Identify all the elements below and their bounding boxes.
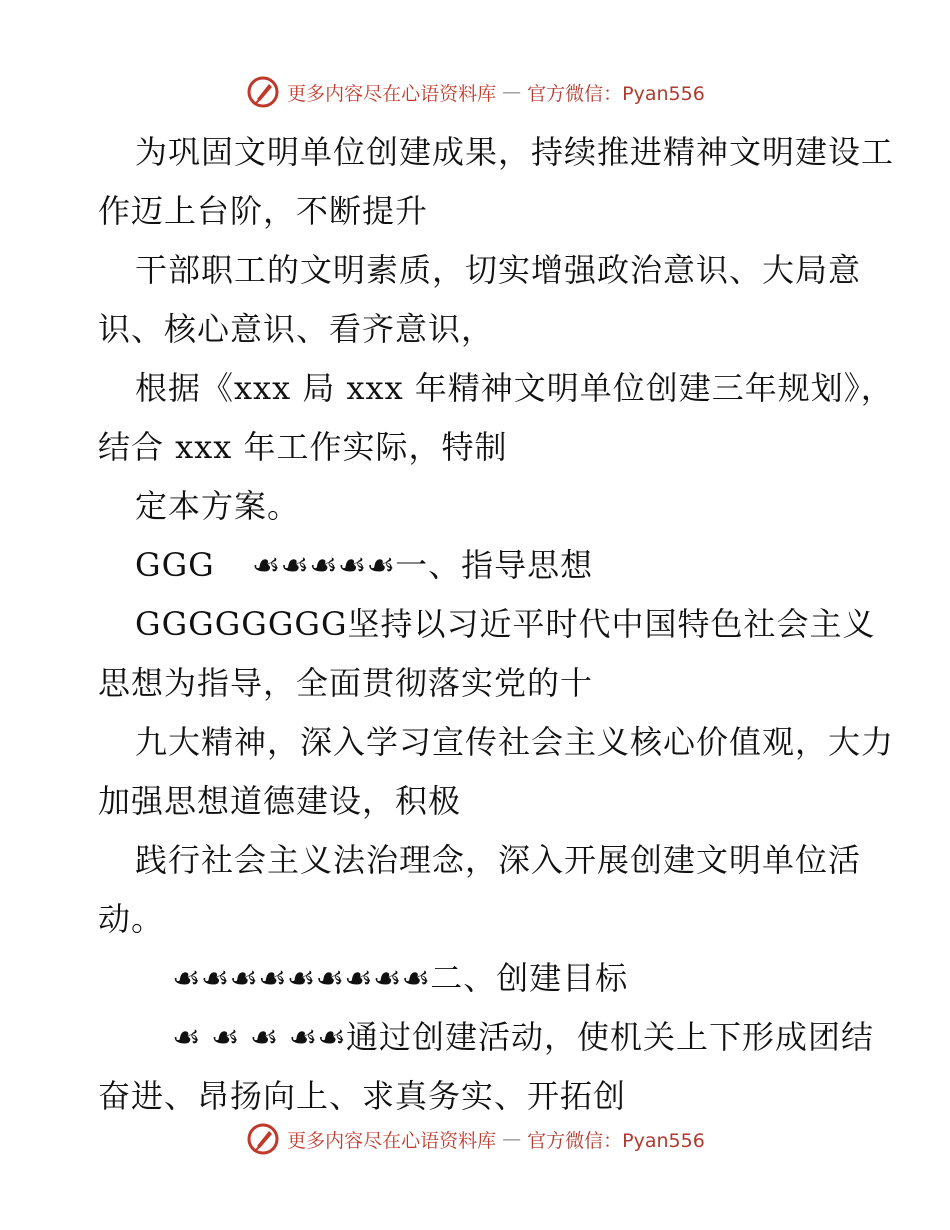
footer-watermark: [0, 1117, 950, 1161]
paragraph-2: 干部职工的文明素质，切实增强政治意识、大局意识、核心意识、看齐意识，: [98, 251, 862, 348]
ornament-leaf-icon: ☙☙☙☙☙☙☙☙☙: [172, 959, 431, 997]
paragraph-6: 九大精神，深入学习宣传社会主义核心价值观，大力加强思想道德建设，积极: [98, 723, 895, 820]
paragraph-1: 为巩固文明单位创建成果，持续推进精神文明建设工作迈上台阶，不断提升: [98, 133, 895, 230]
paragraph-3: 根据《xxx 局 xxx 年精神文明单位创建三年规划》，结合 xxx 年工作实际，特制: [98, 369, 894, 466]
watermark-contact: 官方微信：Pyan556: [527, 82, 705, 105]
header-watermark: [0, 70, 950, 114]
paragraph-8: ☙ ☙ ☙ ☙☙通过创建活动，使机关上下形成团结奋进、昂扬向上、求真务实、开拓创: [98, 1008, 898, 1126]
watermark-text: 更多内容尽在心语资料库: [287, 82, 497, 105]
section-heading-2: ☙☙☙☙☙☙☙☙☙二、创建目标: [98, 949, 898, 1008]
paragraph-7: 践行社会主义法治理念，深入开展创建文明单位活动。: [98, 841, 862, 938]
watermark-separator: —: [502, 1128, 522, 1150]
pen-circle-icon: [245, 74, 281, 110]
ornament-leaf-icon: ☙ ☙ ☙ ☙☙: [172, 1018, 346, 1056]
watermark-separator: —: [502, 81, 522, 103]
paragraph-5: GGGGGGGG坚持以习近平时代中国特色社会主义思想为指导，全面贯彻落实党的十: [98, 605, 876, 702]
ornament-leaf-icon: ☙☙☙☙☙: [251, 546, 396, 584]
paragraph-4: 定本方案。: [135, 487, 301, 525]
document-body: [98, 123, 898, 1126]
section-heading-1: GGG ☙☙☙☙☙一、指导思想: [98, 536, 898, 595]
watermark-contact: 官方微信：Pyan556: [527, 1129, 705, 1152]
pen-circle-icon: [245, 1121, 281, 1157]
watermark-text: 更多内容尽在心语资料库: [287, 1129, 497, 1152]
